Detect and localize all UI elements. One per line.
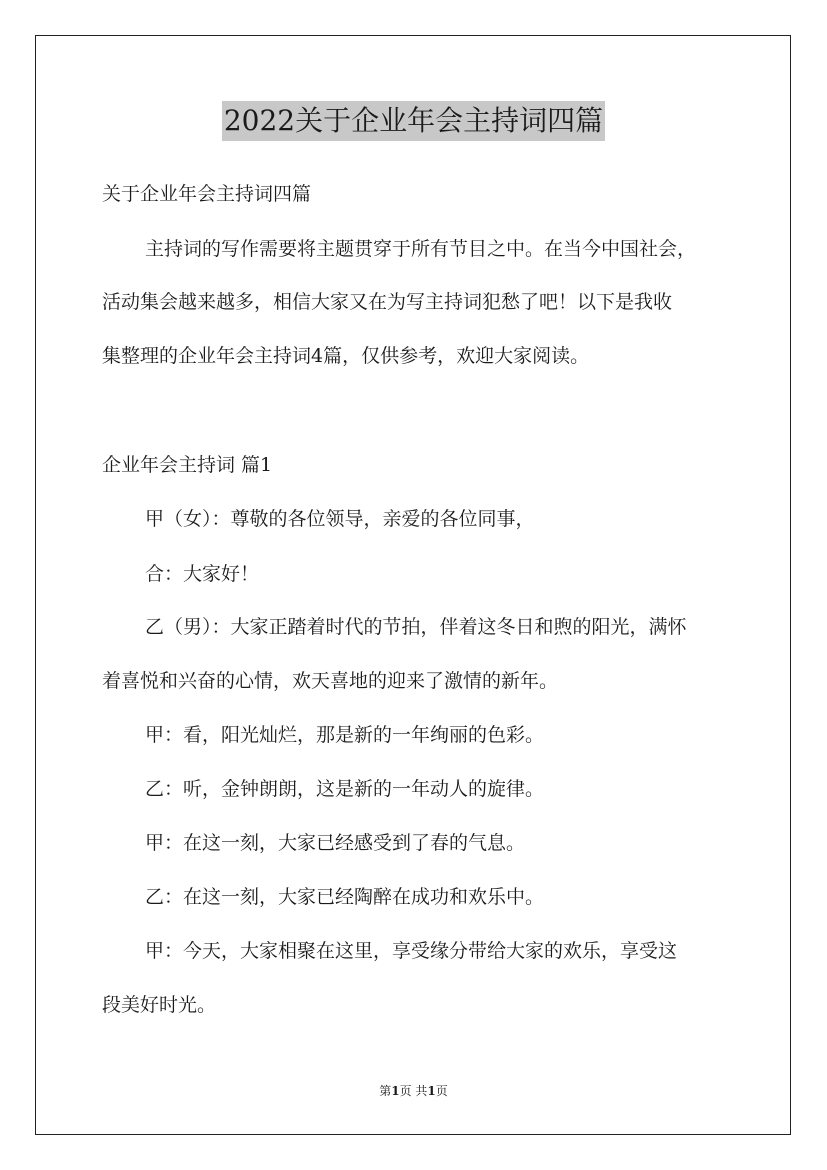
script-line: 合：大家好！: [145, 563, 260, 585]
footer-prefix: 第: [379, 1084, 392, 1098]
title-block: [0, 101, 827, 141]
script-line: 乙：在这一刻，大家已经陶醉在成功和欢乐中。: [145, 886, 545, 908]
section-heading: 企业年会主持词 篇1: [102, 454, 273, 476]
document-title: 2022关于企业年会主持词四篇: [222, 101, 605, 141]
footer-mid: 页 共: [399, 1084, 428, 1098]
script-line: 乙（男）：大家正踏着时代的节拍，伴着这冬日和煦的阳光，满怀: [145, 616, 687, 638]
script-line: 着喜悦和兴奋的心情，欢天喜地的迎来了激情的新年。: [102, 670, 559, 692]
script-line: 甲：在这一刻，大家已经感受到了春的气息。: [145, 832, 526, 854]
intro-line: 主持词的写作需要将主题贯穿于所有节目之中。在当今中国社会，: [145, 238, 697, 260]
document-subtitle: 关于企业年会主持词四篇: [102, 183, 312, 205]
footer-page-total: 1: [427, 1084, 436, 1098]
script-line: 段美好时光。: [102, 994, 217, 1016]
page-footer: [0, 1083, 827, 1099]
script-line: 甲：今天，大家相聚在这里，享受缘分带给大家的欢乐，享受这: [145, 940, 678, 962]
script-line: 甲（女）：尊敬的各位领导，亲爱的各位同事，: [145, 508, 535, 530]
intro-line: 集整理的企业年会主持词4篇，仅供参考，欢迎大家阅读。: [102, 345, 590, 367]
footer-page-current: 1: [391, 1084, 400, 1098]
script-line: 甲：看，阳光灿烂，那是新的一年绚丽的色彩。: [145, 724, 545, 746]
footer-suffix: 页: [435, 1084, 448, 1098]
script-line: 乙：听，金钟朗朗，这是新的一年动人的旋律。: [145, 778, 545, 800]
intro-line: 活动集会越来越多，相信大家又在为写主持词犯愁了吧！以下是我收: [102, 291, 673, 313]
